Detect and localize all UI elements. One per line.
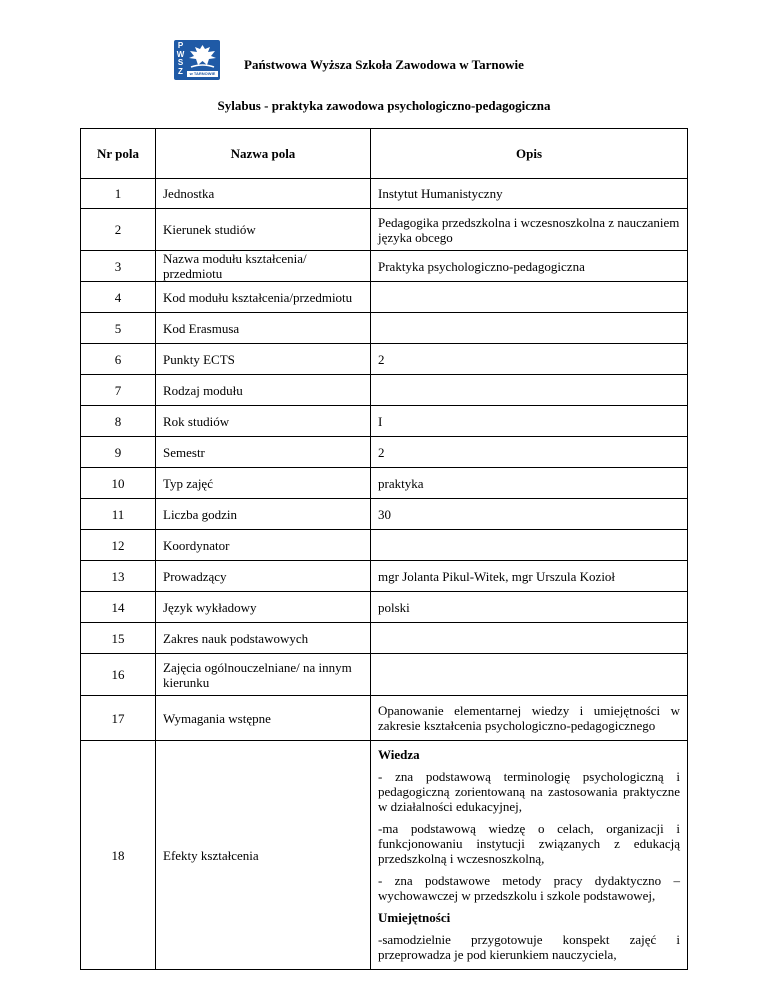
row-number: 11 <box>81 499 156 530</box>
column-header-nr: Nr pola <box>81 129 156 179</box>
field-name: Jednostka <box>156 179 371 209</box>
field-name: Prowadzący <box>156 561 371 592</box>
field-description: Pedagogika przedszkolna i wczesnoszkolna z nauczaniem języka obcego <box>371 209 688 251</box>
field-description: Praktyka psychologiczno-pedagogiczna <box>371 251 688 282</box>
row-number: 14 <box>81 592 156 623</box>
knowledge-item: -ma podstawową wiedzę o celach, organizacji i funkcjonowaniu instytucji związanych z edukacją przedszkolną i wczesnoszkolną, <box>378 821 680 866</box>
field-description: 2 <box>371 344 688 375</box>
table-row <box>81 251 688 282</box>
field-name: Semestr <box>156 437 371 468</box>
field-name: Kod Erasmusa <box>156 313 371 344</box>
field-name: Rok studiów <box>156 406 371 437</box>
table-row <box>81 375 688 406</box>
syllabus-title: Sylabus - praktyka zawodowa psychologiczno-pedagogiczna <box>217 98 551 113</box>
field-description: I <box>371 406 688 437</box>
field-description: praktyka <box>371 468 688 499</box>
row-number: 16 <box>81 654 156 696</box>
field-name: Kierunek studiów <box>156 209 371 251</box>
row-number: 6 <box>81 344 156 375</box>
knowledge-heading: Wiedza <box>378 747 420 762</box>
table-row <box>81 344 688 375</box>
skills-item: -samodzielnie przygotowuje konspekt zajęć i przeprowadza je pod kierunkiem nauczyciela, <box>378 932 680 962</box>
field-description <box>371 623 688 654</box>
row-number: 5 <box>81 313 156 344</box>
row-number: 4 <box>81 282 156 313</box>
field-description <box>371 654 688 696</box>
row-number: 15 <box>81 623 156 654</box>
logo-letter: Z <box>178 66 183 76</box>
row-number: 1 <box>81 179 156 209</box>
field-name: Kod modułu kształcenia/przedmiotu <box>156 282 371 313</box>
table-row <box>81 179 688 209</box>
row-number: 18 <box>81 741 156 970</box>
row-number: 10 <box>81 468 156 499</box>
row-number: 13 <box>81 561 156 592</box>
field-name: Wymagania wstępne <box>156 696 371 741</box>
field-description: 30 <box>371 499 688 530</box>
field-name: Efekty kształcenia <box>156 741 371 970</box>
table-row <box>81 437 688 468</box>
table-row <box>81 530 688 561</box>
field-description: mgr Jolanta Pikul-Witek, mgr Urszula Kozioł <box>371 561 688 592</box>
table-row <box>81 592 688 623</box>
skills-heading: Umiejętności <box>378 910 451 925</box>
field-description: Instytut Humanistyczny <box>371 179 688 209</box>
knowledge-item: - zna podstawową terminologię psychologiczną i pedagogiczną zorientowaną na zastosowania praktyczne w działalności edukacyjnej, <box>378 769 680 814</box>
logo-letter: W <box>176 49 185 59</box>
school-name: Państwowa Wyższa Szkoła Zawodowa w Tarnowie <box>244 57 524 72</box>
logo-band: w TARNOWIE <box>187 71 218 77</box>
field-name: Rodzaj modułu <box>156 375 371 406</box>
table-row-effects <box>81 741 688 970</box>
table-row <box>81 209 688 251</box>
row-number: 2 <box>81 209 156 251</box>
table-header-row <box>81 129 688 179</box>
column-header-desc: Opis <box>371 129 688 179</box>
table-row <box>81 654 688 696</box>
syllabus-table <box>80 128 688 970</box>
table-row <box>81 406 688 437</box>
field-description: polski <box>371 592 688 623</box>
row-number: 3 <box>81 251 156 282</box>
table-row <box>81 313 688 344</box>
table-row <box>81 561 688 592</box>
row-number: 8 <box>81 406 156 437</box>
row-number: 9 <box>81 437 156 468</box>
field-name: Język wykładowy <box>156 592 371 623</box>
row-number: 17 <box>81 696 156 741</box>
field-name: Zakres nauk podstawowych <box>156 623 371 654</box>
table-row <box>81 468 688 499</box>
field-description: Opanowanie elementarnej wiedzy i umiejętności w zakresie kształcenia psychologiczno-pedagogicznego <box>371 696 688 741</box>
field-name: Liczba godzin <box>156 499 371 530</box>
row-number: 12 <box>81 530 156 561</box>
row-number: 7 <box>81 375 156 406</box>
field-description <box>371 375 688 406</box>
table-row <box>81 623 688 654</box>
field-description <box>371 313 688 344</box>
field-name: Koordynator <box>156 530 371 561</box>
table-row <box>81 696 688 741</box>
field-description <box>371 530 688 561</box>
table-row <box>81 282 688 313</box>
learning-outcomes <box>371 741 688 970</box>
field-name: Typ zajęć <box>156 468 371 499</box>
logo-letter: S <box>177 58 184 67</box>
table-row <box>81 499 688 530</box>
field-name: Zajęcia ogólnouczelniane/ na innym kierunku <box>156 654 371 696</box>
logo-letter: P <box>177 41 184 50</box>
field-description <box>371 282 688 313</box>
knowledge-item: - zna podstawowe metody pracy dydaktyczno – wychowawczej w przedszkolu i szkole podstawowej, <box>378 873 680 903</box>
field-name: Punkty ECTS <box>156 344 371 375</box>
column-header-name: Nazwa pola <box>156 129 371 179</box>
field-name: Nazwa modułu kształcenia/ przedmiotu <box>156 251 371 282</box>
field-description: 2 <box>371 437 688 468</box>
